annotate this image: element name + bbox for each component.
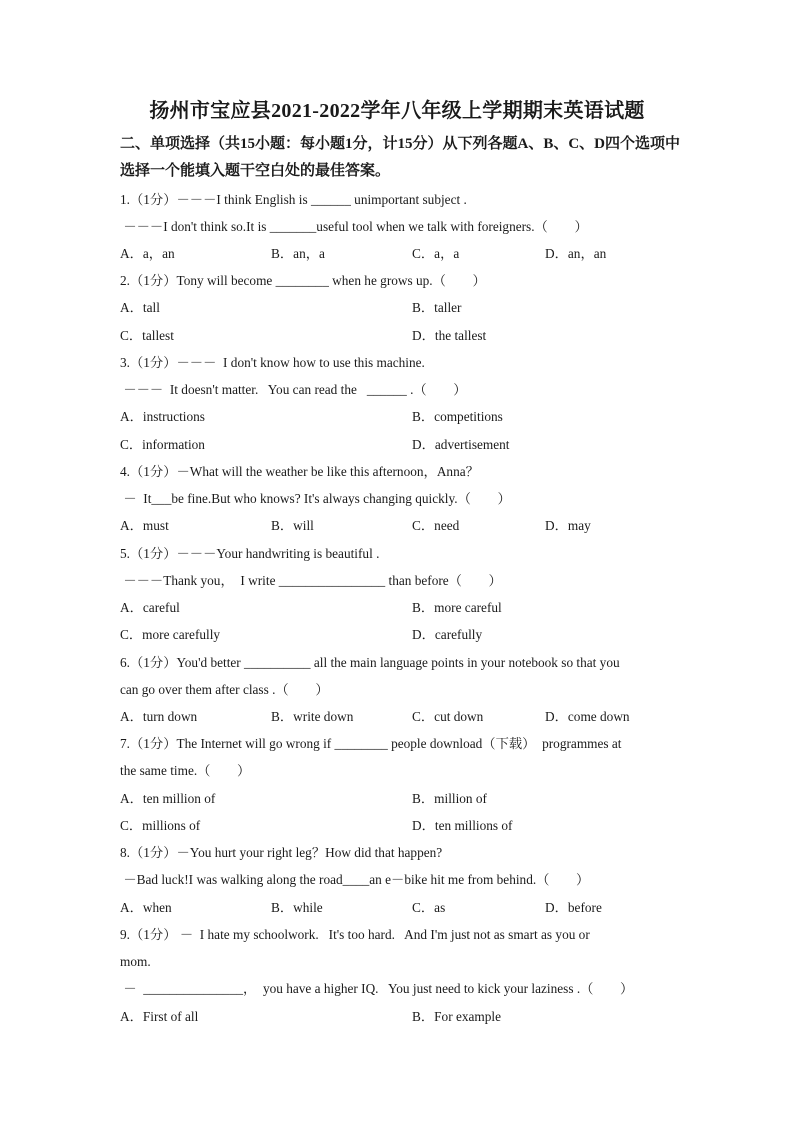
question-1-option-d: D．an，an <box>545 246 607 261</box>
question-3-option-b: B．competitions <box>412 409 503 424</box>
question-2-option-c: C．tallest <box>120 328 174 343</box>
question-1-option-a: A．a，an <box>120 246 175 261</box>
question-4-option-c: C．need <box>412 518 460 533</box>
question-1-stem-line-2: －－－I don't think so.It is _______useful tool when we talk with foreigners.（ ） <box>120 219 588 234</box>
question-4-option-d: D．may <box>545 518 591 533</box>
section-instructions-line-1: 二、单项选择（共15小题：每小题1分，计15分）从下列各题A、B、C、D四个选项中 <box>120 136 681 152</box>
question-7-option-a: A．ten million of <box>120 791 216 806</box>
question-8-option-a: A．when <box>120 900 172 915</box>
question-7-stem: 7.（1分）The Internet will go wrong if ________ people download（下载） programmes at <box>120 736 622 751</box>
question-9-stem: 9.（1分） － I hate my schoolwork. It's too hard. And I'm just not as smart as you or <box>120 927 590 942</box>
question-2-option-b: B．taller <box>412 300 462 315</box>
question-8-option-d: D．before <box>545 900 602 915</box>
question-7-stem-line-2: the same time.（ ） <box>120 763 251 778</box>
question-2-option-a: A．tall <box>120 300 160 315</box>
question-3-stem: 3.（1分）－－－ I don't know how to use this machine. <box>120 355 425 370</box>
question-9-stem-line-2: mom. <box>120 954 151 969</box>
question-1-option-c: C．a，a <box>412 246 460 261</box>
question-8-stem-line-2: －Bad luck!I was walking along the road____an e－bike hit me from behind.（ ） <box>120 872 590 887</box>
question-9-option-a: A．First of all <box>120 1009 199 1024</box>
section-instructions <box>120 131 680 185</box>
question-8-option-b: B．while <box>271 900 323 915</box>
question-5-option-a: A．careful <box>120 600 180 615</box>
question-6-stem-line-2: can go over them after class .（ ） <box>120 682 329 697</box>
question-3-option-c: C．information <box>120 437 205 452</box>
question-5-stem: 5.（1分）－－－Your handwriting is beautiful . <box>120 546 380 561</box>
question-7-option-d: D．ten millions of <box>412 818 513 833</box>
question-6-option-c: C．cut down <box>412 709 484 724</box>
question-8-option-c: C．as <box>412 900 446 915</box>
question-1-stem: 1.（1分）－－－I think English is ______ unimportant subject . <box>120 192 467 207</box>
question-9-option-b: B．For example <box>412 1009 502 1024</box>
question-1-option-b: B．an，a <box>271 246 325 261</box>
question-2-option-d: D．the tallest <box>412 328 487 343</box>
question-9-stem-line-3: － _______________， you have a higher IQ. You just need to kick your laziness .（ ） <box>120 981 634 996</box>
question-5-option-c: C．more carefully <box>120 627 221 642</box>
question-6-option-d: D．come down <box>545 709 630 724</box>
question-4-option-b: B．will <box>271 518 314 533</box>
question-5-option-b: B．more careful <box>412 600 502 615</box>
question-3-stem-line-2: －－－ It doesn't matter. You can read the ______ .（ ） <box>120 382 467 397</box>
question-8-stem: 8.（1分）－You hurt your right leg？How did that happen? <box>120 845 443 860</box>
section-instructions-line-2: 选择一个能填入题干空白处的最佳答案。 <box>120 163 391 179</box>
question-5-stem-line-2: －－－Thank you， I write ________________ than before（ ） <box>120 573 502 588</box>
question-4-stem-line-2: － It___be fine.But who knows? It's always changing quickly.（ ） <box>120 491 511 506</box>
question-7-option-b: B．million of <box>412 791 487 806</box>
question-3-option-d: D．advertisement <box>412 437 510 452</box>
question-6-option-b: B．write down <box>271 709 354 724</box>
question-6-option-a: A．turn down <box>120 709 198 724</box>
question-3-option-a: A．instructions <box>120 409 205 424</box>
question-7-option-c: C．millions of <box>120 818 201 833</box>
page-title: 扬州市宝应县2021-2022学年八年级上学期期末英语试题 <box>149 100 645 122</box>
question-2-stem: 2.（1分）Tony will become ________ when he grows up.（ ） <box>120 273 486 288</box>
question-4-option-a: A．must <box>120 518 169 533</box>
question-4-stem: 4.（1分）－What will the weather be like this afternoon，Anna？ <box>120 464 479 479</box>
question-6-stem: 6.（1分）You'd better __________ all the main language points in your notebook so that you <box>120 655 620 670</box>
question-5-option-d: D．carefully <box>412 627 483 642</box>
